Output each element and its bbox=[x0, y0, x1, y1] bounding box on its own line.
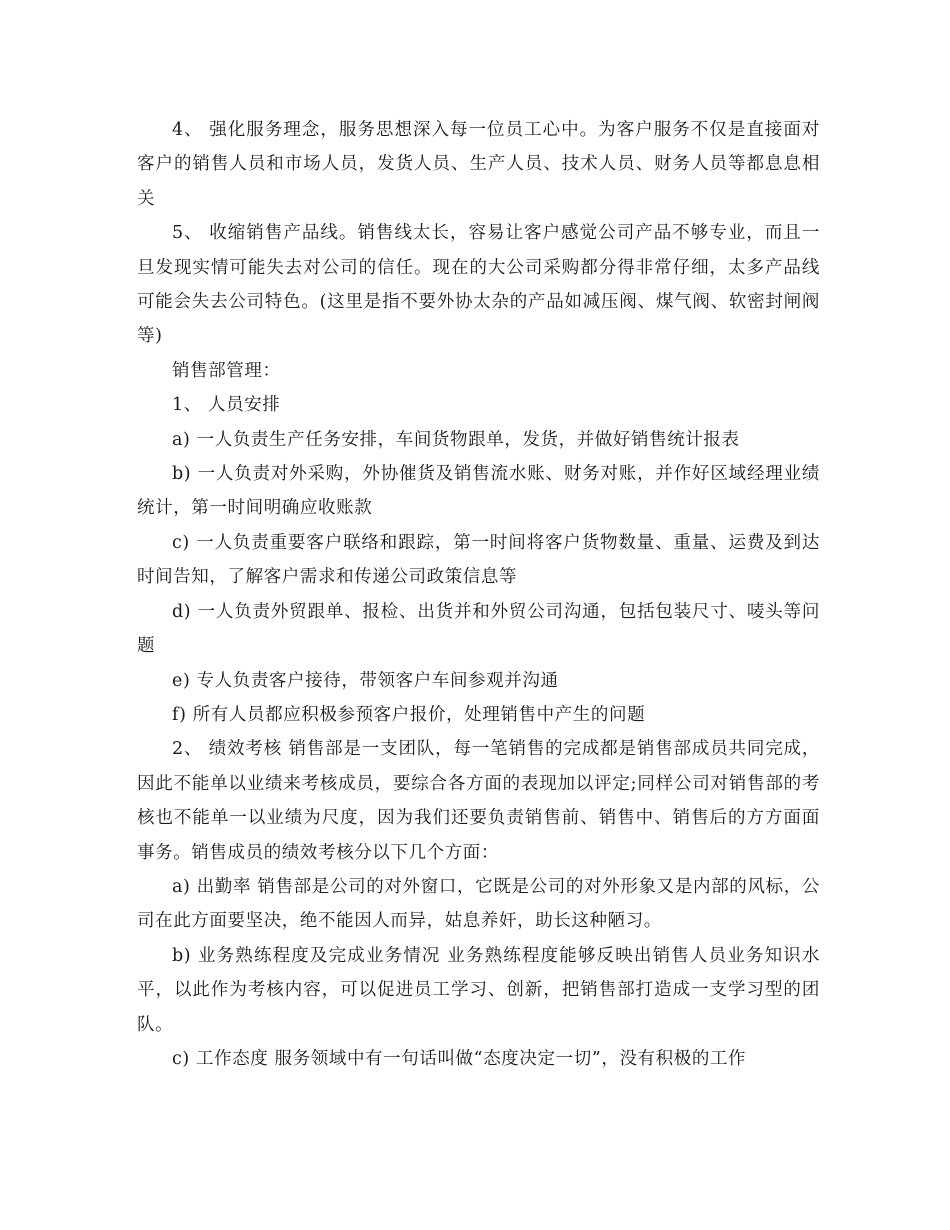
list-item-a-attendance: a) 出勤率 销售部是公司的对外窗口，它既是公司的对外形象又是内部的风标，公司在此方面要坚决，绝不能因人而异，姑息养奸，助长这种陋习。 bbox=[137, 876, 820, 932]
list-item-c-attitude: c) 工作态度 服务领域中有一句话叫做“态度决定一切”，没有积极的工作 bbox=[172, 1048, 747, 1069]
subheading-staff-arrangement: 1、 人员安排 bbox=[172, 395, 281, 416]
list-item-f-quotation: f) 所有人员都应积极参预客户报价，处理销售中产生的问题 bbox=[172, 704, 646, 725]
paragraph-performance-review: 2、 绩效考核 销售部是一支团队，每一笔销售的完成都是销售部成员共同完成，因此不能单以业绩来考核成员，要综合各方面的表现加以评定;同样公司对销售部的考核也不能单一以业绩为尺度，因为我们还要负责销售前、销售中、销售后的方方面面事务。销售成员的绩效考核分以下几个方面： bbox=[137, 739, 820, 863]
list-item-e-reception: e) 专人负责客户接待，带领客户车间参观并沟通 bbox=[172, 670, 559, 691]
list-item-c-client-contact: c) 一人负责重要客户联络和跟踪，第一时间将客户货物数量、重量、运费及到达时间告知，了解客户需求和传递公司政策信息等 bbox=[137, 532, 820, 588]
section-heading-sales-management: 销售部管理： bbox=[172, 360, 281, 381]
paragraph-product-line: 5、 收缩销售产品线。销售线太长，容易让客户感觉公司产品不够专业，而且一旦发现实情可能失去对公司的信任。现在的大公司采购都分得非常仔细，太多产品线可能会失去公司特色。(这里是指不要外协太杂的产品如减压阀、煤气阀、软密封闸阀等) bbox=[137, 223, 820, 347]
list-item-d-export: d) 一人负责外贸跟单、报检、出货并和外贸公司沟通，包括包装尺寸、唛头等问题 bbox=[137, 601, 820, 657]
list-item-b-procurement: b) 一人负责对外采购，外协催货及销售流水账、财务对账，并作好区域经理业绩统计，第一时间明确应收账款 bbox=[137, 464, 820, 519]
paragraph-service-concept: 4、 强化服务理念，服务思想深入每一位员工心中。为客户服务不仅是直接面对客户的销售人员和市场人员，发货人员、生产人员、技术人员、财务人员等都息息相关 bbox=[137, 120, 820, 209]
list-item-b-proficiency: b) 业务熟练程度及完成业务情况 业务熟练程度能够反映出销售人员业务知识水平，以此作为考核内容，可以促进员工学习、创新，把销售部打造成一支学习型的团队。 bbox=[137, 945, 820, 1035]
list-item-a-production: a) 一人负责生产任务安排，车间货物跟单，发货，并做好销售统计报表 bbox=[172, 429, 740, 450]
